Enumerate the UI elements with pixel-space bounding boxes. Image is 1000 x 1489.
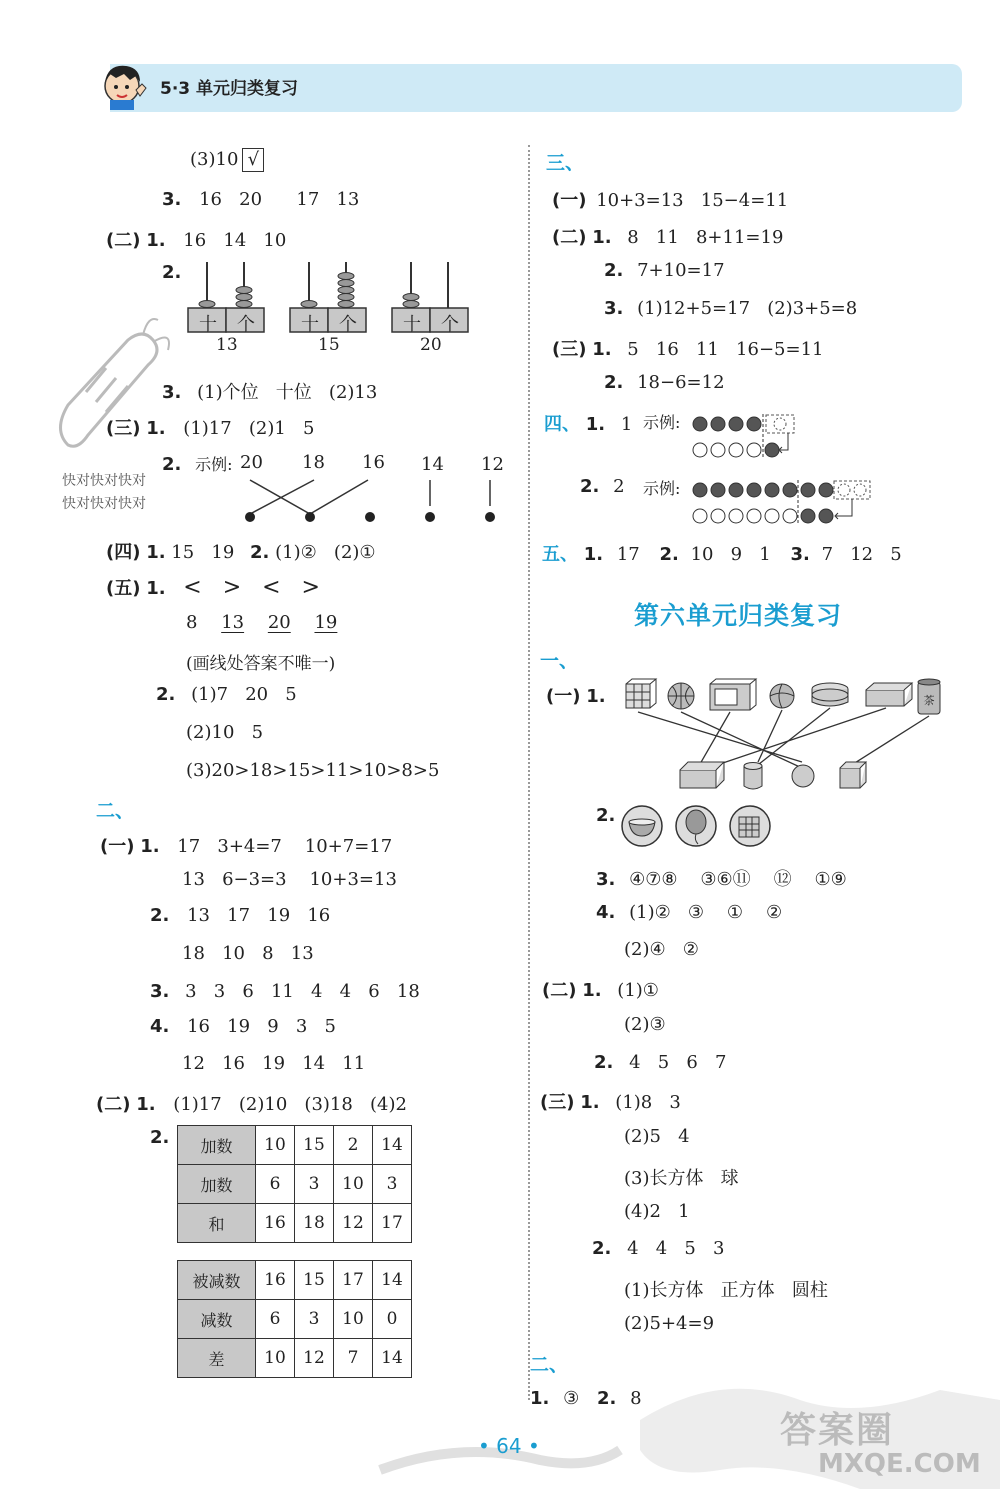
answer-line (604, 372, 725, 393)
table-cell: 16 (256, 1261, 295, 1300)
table-cell: 17 (373, 1204, 412, 1243)
answer-line (186, 612, 337, 633)
underlined-answer: 20 (267, 612, 291, 633)
answer-line (592, 1238, 724, 1259)
answer-line (596, 902, 782, 923)
answer-text: (3)20>18>15>11>10>8>5 (186, 760, 440, 781)
answer-line (150, 1016, 336, 1037)
answer-text: (4)2 1 (624, 1201, 690, 1222)
answer-text: 16 20 17 13 (199, 189, 360, 210)
watermark-site: MXQE.COM (818, 1449, 981, 1479)
basketball-icon (668, 683, 694, 709)
question-number: 1. (146, 418, 166, 439)
question-number: 1. (146, 578, 166, 599)
ball-icon (770, 684, 794, 708)
question-number: 1. (146, 230, 166, 251)
abacus-ones-label: 个 (441, 314, 459, 335)
page-number: • 64 • (478, 1434, 540, 1458)
table-row (178, 1126, 412, 1165)
question-number: 1. (140, 836, 160, 857)
table-cell: 3 (295, 1165, 334, 1204)
answer-text: 10+3=13 15−4=11 (596, 190, 789, 211)
cylinder-icon (744, 763, 762, 790)
table-cell: 15 (295, 1126, 334, 1165)
answer-line (106, 538, 376, 564)
match-top-number: 18 (302, 452, 325, 473)
answer-text: 13 6−3=3 10+3=13 (182, 869, 397, 890)
question-number: 2. (150, 905, 170, 926)
cylinder-stack-icon (812, 683, 848, 706)
answer-text: (1)17 (2)10 (3)18 (4)2 (173, 1094, 407, 1115)
answer-text: (1)长方体 正方体 圆柱 (624, 1280, 828, 1301)
answer-line (594, 1052, 726, 1073)
table-cell: 6 (256, 1300, 295, 1339)
answer-text: 4 4 5 3 (627, 1238, 725, 1259)
table-header-cell: 加数 (178, 1165, 256, 1204)
table-cell: 3 (295, 1300, 334, 1339)
answer-line (596, 865, 847, 891)
answer-text: (1)② (2)① (275, 542, 376, 563)
side-text: 快对快对快对 (62, 496, 146, 512)
answer-text: (1)12+5=17 (2)3+5=8 (637, 298, 858, 319)
section-label: (二) (96, 1094, 131, 1115)
table-header-cell: 减数 (178, 1300, 256, 1339)
answer-text: 17 (616, 544, 640, 565)
shape-matching-figure (618, 676, 953, 792)
section-label: (二) (552, 227, 587, 248)
circle-objects-figure (620, 802, 780, 852)
answer-text: 13 17 19 16 (187, 905, 331, 926)
question-number: 1. (530, 1388, 550, 1409)
answer-line (150, 905, 330, 926)
answer-line (604, 298, 857, 319)
answer-text: 8 (186, 612, 198, 633)
question-number: 1. (583, 544, 604, 565)
answer-text: 8 (630, 1388, 642, 1409)
abacus-value: 13 (216, 335, 238, 355)
header-title: 5·3 单元归类复习 (160, 79, 299, 99)
watermark-brand: 答案圈 (780, 1410, 895, 1451)
table-header-cell: 差 (178, 1339, 256, 1378)
column-divider (528, 145, 530, 1400)
answer-text: 8 11 8+11=19 (627, 227, 784, 248)
underlined-answer: 13 (221, 612, 245, 633)
question-number: 3. (596, 869, 616, 890)
abacus-ones-label: 个 (237, 314, 255, 335)
table-cell: 14 (373, 1339, 412, 1378)
question-number: 3. (162, 382, 182, 403)
sphere-icon (792, 765, 814, 787)
section-heading: 四、 (544, 414, 580, 435)
answer-line (542, 540, 902, 566)
question-number: 2. (604, 260, 624, 281)
answer-text: (2)10 5 (186, 722, 264, 743)
section-heading: 一、 (540, 650, 579, 672)
answer-line (580, 476, 625, 497)
mascot-icon (96, 56, 152, 112)
question-number: 1. (586, 686, 606, 707)
abacus-ones-label: 个 (339, 314, 357, 335)
section-label: (三) (106, 418, 141, 439)
table-cell: 16 (256, 1204, 295, 1243)
answer-text: 15 19 (171, 542, 235, 563)
answer-text: 16 19 9 3 5 (187, 1016, 336, 1037)
answer-line (156, 684, 297, 705)
question-number: 1. (136, 1094, 156, 1115)
question-number: 3. (790, 544, 810, 565)
table-header-cell: 加数 (178, 1126, 256, 1165)
answer-text: (1)17 (2)1 5 (183, 418, 315, 439)
answer-text: (1)② ③ ① ② (629, 902, 783, 923)
table-cell: 10 (256, 1339, 295, 1378)
microwave-icon (710, 679, 756, 710)
table-cell: 18 (295, 1204, 334, 1243)
cuboid-icon (680, 762, 724, 788)
answer-text: 4 5 6 7 (629, 1052, 727, 1073)
table-row (178, 1300, 412, 1339)
question-number: 2. (596, 805, 616, 826)
question-number: 2. (162, 454, 182, 475)
section-label: (三) (540, 1092, 575, 1113)
section-label: (一) (100, 836, 135, 857)
section-heading: 五、 (542, 544, 578, 565)
question-number: 2. (659, 544, 679, 565)
matching-lines (236, 476, 506, 526)
abacus-tens-label: 十 (403, 314, 421, 335)
answer-line (546, 682, 606, 708)
table-cell: 17 (334, 1261, 373, 1300)
abacus-value: 15 (318, 335, 340, 355)
cube-icon (840, 762, 866, 788)
section-heading: 三、 (546, 152, 585, 174)
question-number: 1. (585, 414, 606, 435)
answer-text: 12 16 19 14 11 (182, 1053, 366, 1074)
question-number: 1. (580, 1092, 600, 1113)
addition-table (177, 1125, 412, 1243)
answer-line (100, 832, 392, 858)
answer-line (162, 378, 377, 404)
answer-line (190, 148, 264, 172)
question-number: 3. (150, 981, 170, 1002)
question-number: 2. (592, 1238, 612, 1259)
abacus-tens-label: 十 (199, 314, 217, 335)
table-cell: 3 (373, 1165, 412, 1204)
rubik-cube-circle-icon (730, 806, 770, 846)
question-number: 1. (592, 339, 612, 360)
table-cell: 12 (334, 1204, 373, 1243)
question-number: 2. (162, 262, 182, 283)
answer-line (106, 226, 286, 252)
question-number: 3. (604, 298, 624, 319)
answer-line (542, 976, 659, 1002)
box-icon (866, 683, 912, 706)
table-cell: 2 (334, 1126, 373, 1165)
section-heading: 二、 (530, 1354, 569, 1376)
answer-text: (1)个位 十位 (2)13 (197, 382, 378, 403)
match-top-number: 14 (421, 454, 444, 475)
question-number: 2. (594, 1052, 614, 1073)
table-cell: 14 (373, 1261, 412, 1300)
question-number: 2. (150, 1127, 170, 1148)
answer-text: (2)5 4 (624, 1126, 690, 1147)
bowl-icon (622, 806, 662, 846)
section-label: (二) (542, 980, 577, 1001)
section-heading: 二、 (96, 800, 135, 822)
question-number: 2. (604, 372, 624, 393)
answer-text: 2 (613, 476, 625, 497)
question-number: 2. (250, 542, 270, 563)
answer-line (540, 1088, 681, 1114)
section-label: (五) (106, 578, 141, 599)
table-cell: 10 (334, 1165, 373, 1204)
table-cell: 15 (295, 1261, 334, 1300)
answer-text: (2)5+4=9 (624, 1313, 715, 1334)
abacus-value: 20 (420, 335, 442, 355)
answer-text: 1 (620, 414, 633, 435)
match-top-number: 12 (481, 454, 504, 475)
answer-text: (1)① (617, 980, 659, 1001)
balloon-icon (676, 806, 716, 846)
answer-text: 18−6=12 (637, 372, 725, 393)
answer-text: ④⑦⑧ ③⑥⑪ ⑫ ①⑨ (629, 869, 847, 890)
answer-text: 10 9 1 (690, 544, 771, 565)
table-cell: 10 (334, 1300, 373, 1339)
check-box: √ (242, 148, 264, 172)
table-cell: 0 (373, 1300, 412, 1339)
answer-text: (2)④ ② (624, 939, 699, 960)
example-label: 示例: (643, 413, 681, 432)
example-label: 示例: (195, 455, 233, 474)
question-number: 1. (146, 542, 166, 563)
table-cell: 6 (256, 1165, 295, 1204)
answer-text: (3)10 (190, 149, 239, 170)
question-number: 2. (596, 1388, 617, 1409)
answer-text: (2)③ (624, 1014, 666, 1035)
table-row (178, 1261, 412, 1300)
side-text: 快对快对快对 (62, 473, 146, 489)
answer-text: 16 14 10 (183, 230, 287, 251)
question-number: 3. (162, 189, 182, 210)
answer-text: (1)7 20 5 (191, 684, 297, 705)
rubik-cube-icon (626, 679, 656, 708)
answer-line (552, 223, 783, 249)
table-cell: 10 (256, 1126, 295, 1165)
question-number: 1. (592, 227, 612, 248)
answer-text: ③ (563, 1388, 580, 1409)
answer-line (150, 981, 420, 1002)
match-top-number: 20 (240, 452, 263, 473)
table-cell: 7 (334, 1339, 373, 1378)
answer-line (96, 1090, 407, 1116)
answer-text: 3 3 6 11 4 4 6 18 (185, 981, 420, 1002)
section-label: (一) (552, 190, 587, 211)
answer-line (162, 189, 359, 210)
match-top-number: 16 (362, 452, 385, 473)
table-header-cell: 和 (178, 1204, 256, 1243)
section-label: (三) (552, 339, 587, 360)
answer-text: 18 10 8 13 (182, 943, 314, 964)
question-number: 2. (580, 476, 600, 497)
abacus-tens-label: 十 (301, 314, 319, 335)
question-number: 4. (150, 1016, 170, 1037)
question-number: 4. (596, 902, 616, 923)
answer-text: (3)长方体 球 (624, 1168, 739, 1189)
note-text: (画线处答案不唯一) (186, 654, 336, 674)
answer-line (552, 186, 788, 212)
tea-can-icon (918, 679, 940, 714)
table-cell: 12 (295, 1339, 334, 1378)
answer-text: 17 3+4=7 10+7=17 (177, 836, 393, 857)
answer-text: (1)8 3 (615, 1092, 681, 1113)
answer-line (604, 260, 725, 281)
answer-line (544, 410, 632, 436)
table-row (178, 1204, 412, 1243)
answer-text: 5 16 11 16−5=11 (627, 339, 824, 360)
unit-title: 第六单元归类复习 (634, 601, 843, 630)
answer-line (552, 335, 823, 361)
section-label: (二) (106, 230, 141, 251)
counter-dots-1 (690, 412, 810, 462)
table-row (178, 1165, 412, 1204)
underlined-answer: 19 (314, 612, 338, 633)
svg-text:茶: 茶 (923, 694, 935, 707)
answer-line (106, 574, 320, 600)
section-label: (四) (106, 542, 141, 563)
answer-text: 7 12 5 (821, 544, 902, 565)
answer-text: < > < > (183, 575, 320, 600)
example-label: 示例: (643, 479, 681, 498)
question-number: 1. (582, 980, 602, 1001)
answer-text: 7+10=17 (637, 260, 725, 281)
answer-line (162, 452, 233, 475)
counter-dots-2 (690, 478, 875, 528)
question-number: 2. (156, 684, 176, 705)
section-label: (一) (546, 686, 581, 707)
table-cell: 14 (373, 1126, 412, 1165)
table-header-cell: 被减数 (178, 1261, 256, 1300)
answer-line (106, 414, 314, 440)
